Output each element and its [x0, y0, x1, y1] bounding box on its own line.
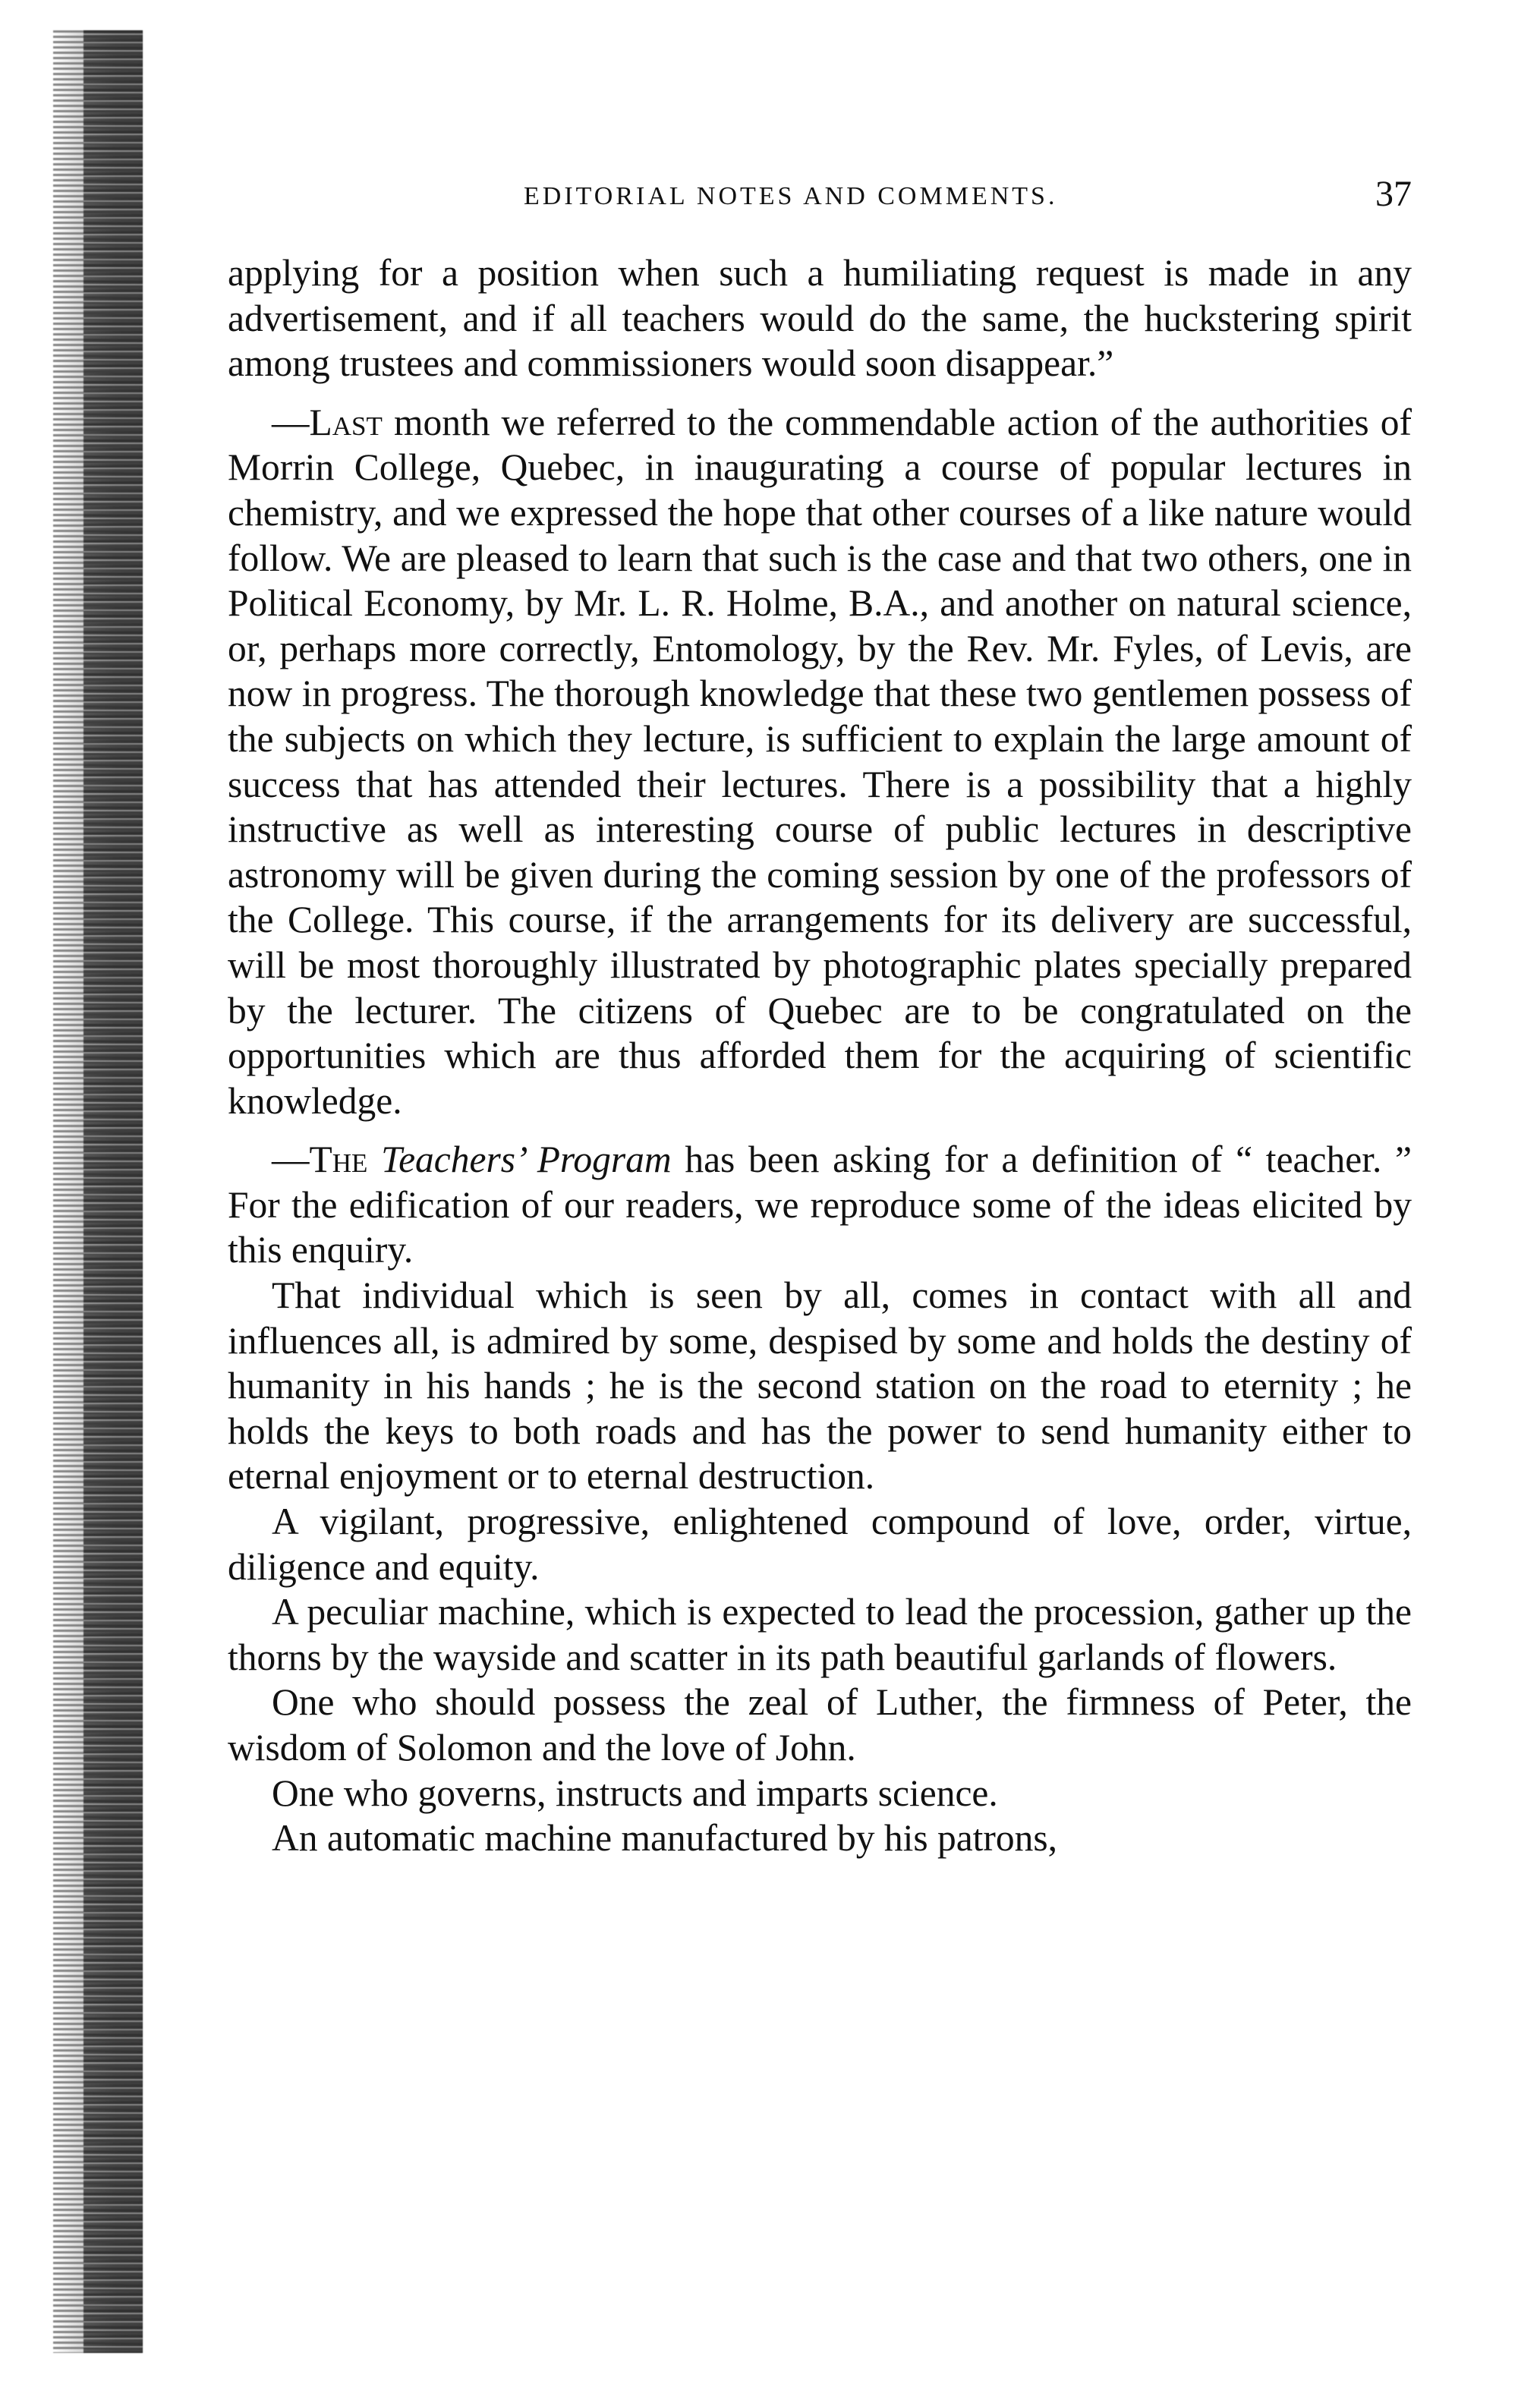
definition-paragraph: One who governs, instructs and imparts science. [272, 1772, 998, 1814]
definition-paragraph: That individual which is seen by all, comes in contact with all and influences all, is admired by some, despised by some and holds the destiny of humanity in his hands ; he is the second station on the road to eternity ; he holds the keys to both roads and has the power to send humanity either to eternal enjoyment or to eternal destruction. [228, 1274, 1412, 1498]
paragraph-morrin-college [228, 400, 1412, 1124]
paragraph-lead-word: —Last [272, 401, 383, 443]
definition-paragraph: An automatic machine manufactured by his patrons, [272, 1817, 1058, 1860]
page-header [228, 173, 1412, 219]
definition-paragraph: One who should possess the zeal of Luther, the firmness of Peter, the wisdom of Solomon and the love of John. [228, 1681, 1412, 1768]
paragraph-continuation: applying for a position when such a humiliating request is made in any advertisement, and if all teachers would do the same, the huckstering spirit among trustees and commissioners would soon disappear.” [228, 252, 1412, 385]
paragraph-teachers-program [228, 1137, 1412, 1273]
page-number: 37 [1375, 174, 1412, 214]
paragraph-text: month we referred to the commendable action of the authorities of Morrin College, Quebec, in inaugurating a course of popular lectures in chemistry, and we expressed the hope that other courses of a like nature would follow. We are pleased to learn that such is the case and that two others, one in Political Economy, by Mr. L. R. Holme, B.A., and another on natural science, or, perhaps more correctly, Entomology, by the Rev. Mr. Fyles, of Levis, are now in progress. The thorough knowledge that these two gentlemen possess of the subjects on which they lecture, is sufficient to explain the large amount of success that has attended their lectures. There is a possibility that a highly instructive as well as interesting course of public lectures in descriptive astronomy will be given during the coming session by one of the professors of the College. This course, if the arrangements for its delivery are successful, will be most thoroughly illustrated by photographic plates specially prepared by the lecturer. The citizens of Quebec are to be congratulated on the opportunities which are thus afforded them for the acquiring of scientific knowledge. [228, 401, 1412, 1122]
article-body [228, 250, 1412, 1861]
paragraph-text: has been asking for a definition of “ teacher. ” For the edification of our readers, we reproduce some of the ideas elicited by this enquiry. [228, 1139, 1412, 1271]
paragraph-lead-word: —The [272, 1139, 368, 1181]
definition-paragraph: A vigilant, progressive, enlightened compound of love, order, virtue, diligence and equity. [228, 1501, 1412, 1588]
publication-title: Teachers’ Program [381, 1139, 672, 1181]
definition-paragraph: A peculiar machine, which is expected to lead the procession, gather up the thorns by the wayside and scatter in its path beautiful garlands of flowers. [228, 1591, 1412, 1678]
running-head: EDITORIAL NOTES AND COMMENTS. [524, 182, 1058, 210]
binding-edge-pattern [83, 30, 143, 2353]
